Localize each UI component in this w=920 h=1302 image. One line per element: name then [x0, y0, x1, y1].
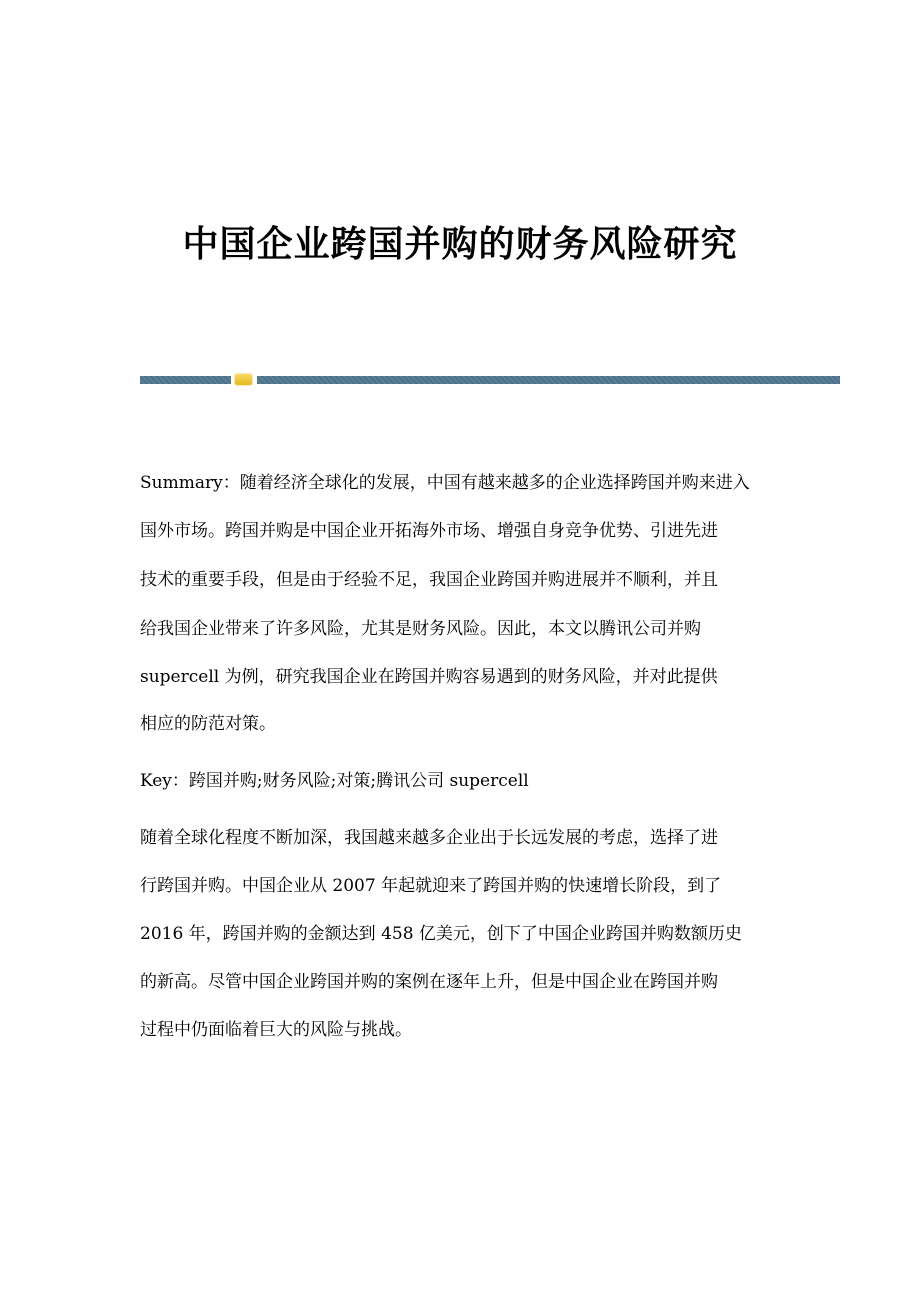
summary-line: supercell 为例，研究我国企业在跨国并购容易遇到的财务风险，并对此提供 — [140, 667, 718, 687]
divider-left — [140, 376, 231, 384]
summary-line: 技术的重要手段，但是由于经验不足，我国企业跨国并购进展并不顺利，并且 — [140, 570, 718, 590]
body-line: 行跨国并购。中国企业从 2007 年起就迎来了跨国并购的快速增长阶段，到了 — [140, 876, 722, 896]
summary-line: Summary：随着经济全球化的发展，中国有越来越多的企业选择跨国并购来进入 — [140, 473, 750, 493]
body-line: 随着全球化程度不断加深，我国越来越多企业出于长远发展的考虑，选择了进 — [140, 828, 718, 848]
divider-right — [257, 376, 840, 384]
summary-line: 相应的防范对策。 — [140, 714, 276, 734]
summary-line: 国外市场。跨国并购是中国企业开拓海外市场、增强自身竞争优势、引进先进 — [140, 521, 718, 541]
summary-line: 给我国企业带来了许多风险，尤其是财务风险。因此，本文以腾讯公司并购 — [140, 619, 701, 639]
divider-ornament-icon — [235, 374, 252, 385]
document-title: 中国企业跨国并购的财务风险研究 — [182, 223, 738, 265]
body-line: 的新高。尽管中国企业跨国并购的案例在逐年上升，但是中国企业在跨国并购 — [140, 972, 718, 992]
body-line: 2016 年，跨国并购的金额达到 458 亿美元，创下了中国企业跨国并购数额历史 — [140, 924, 742, 944]
body-line: 过程中仍面临着巨大的风险与挑战。 — [140, 1020, 412, 1040]
keywords: Key：跨国并购;财务风险;对策;腾讯公司 supercell — [140, 771, 529, 791]
